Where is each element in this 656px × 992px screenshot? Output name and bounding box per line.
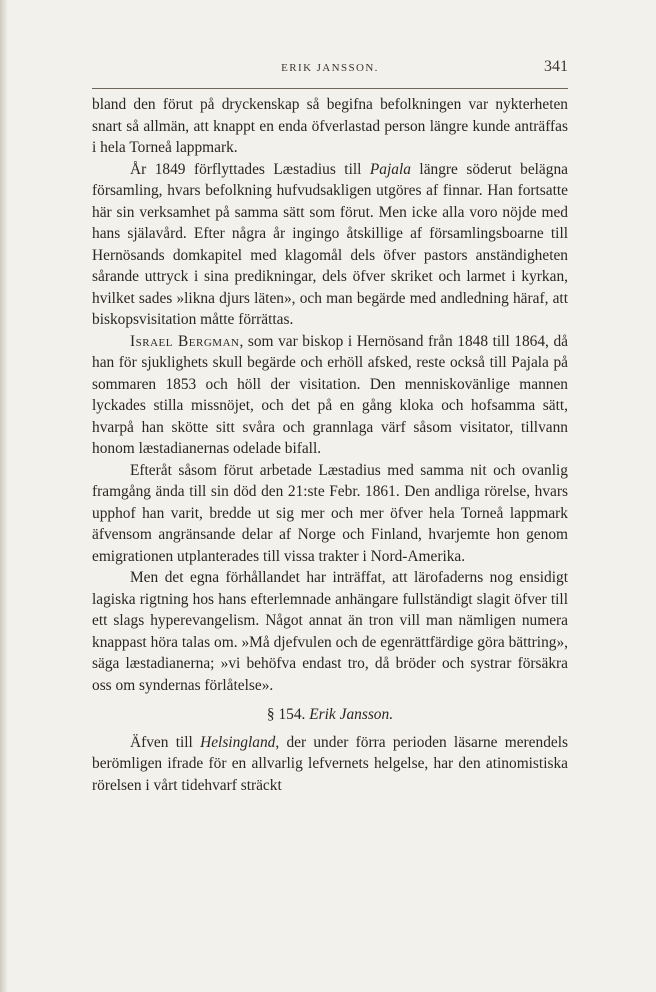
running-head — [92, 58, 568, 80]
paragraph-text-segment: Pajala — [369, 160, 411, 178]
paragraphs-before-section — [92, 94, 568, 696]
paragraph-p4 — [92, 460, 568, 568]
paragraph-text-segment: Israel Bergman — [130, 332, 240, 350]
paragraph-text-segment: , som var biskop i Hernösand från 1848 till 1864, då han för sjuklighets skull begärde och erhöll afsked, reste också till Pajala på sommaren 1853 och höll der visitation. Den menniskovänlige mannen lyckades stilla missnöjet, och det på en gång kloka och hofsamma sätt, hvarpå han skötte sitt svåra och grannlaga värf såsom visitator, tillvann honom læstadianernas odelade bifall. — [92, 332, 568, 457]
section-mark: § 154. — [266, 706, 306, 723]
section-heading — [92, 704, 568, 726]
paragraph-text-segment: Efteråt såsom förut arbetade Læstadius med samma nit och ovanlig framgång ända till sin död den 21:ste Febr. 1861. Den andliga rörelse, hvars upphof han varit, bredde ut sig mer och mer öfver hela Torneå lappmark äfvensom angränsande delar af Norge och Finland, hvarjemte hon genom emigrationen utplanterades till vissa trakter i Nord-Amerika. — [92, 461, 568, 565]
paragraph-text-segment: längre söderut belägna församling, hvars befolkning hufvudsakligen utgöres af finnar. Han fortsatte här sin verksamhet på samma sätt som förut. Men icke alla voro nöjde med hans själavård. Efter några år ingingo åtskillige af församlingsboarne till Hernösands domkapitel med klagomål dels öfver pastors anständigheten sårande uttryck i sina predikningar, dels öfver skriket och larmet i kyrkan, hvilket sades »likna djurs läten», och man begärde med andledning häraf, att biskopsvisitation måtte förrättas. — [92, 160, 568, 328]
paragraph-p6 — [92, 732, 568, 797]
paragraph-text-segment: Äfven till — [130, 733, 201, 751]
page-gutter-shadow — [0, 0, 8, 992]
paragraph-p3 — [92, 331, 568, 460]
paragraph-p2 — [92, 159, 568, 331]
paragraph-text-segment: bland den förut på dryckenskap så begifna befolkningen var nykterheten snart så allmän, att knappt en enda öfverlastad person längre kunde anträffas i hela Torneå lappmark. — [92, 96, 568, 156]
paragraph-text-segment: , der under förra perioden läsarne merendels berömligen ifrade för en allvarlig lefvernets helgelse, har den atinomistiska rörelsen i vårt tidehvarf sträckt — [92, 733, 569, 794]
paragraph-p5 — [92, 567, 568, 696]
section-title: Erik Jansson. — [309, 706, 394, 723]
page-number: 341 — [544, 58, 568, 75]
header-rule — [92, 88, 568, 89]
paragraph-text-segment: År 1849 förflyttades Læstadius till — [130, 160, 370, 178]
body-text — [92, 94, 568, 796]
paragraphs-after-section — [92, 732, 568, 797]
paragraph-p1 — [92, 94, 568, 159]
paragraph-text-segment: Helsingland — [200, 733, 276, 751]
paragraph-text-segment: Men det egna förhållandet har inträffat, att lärofaderns nog ensidigt lagiska rigtning hos hans efterlemnade anhängare fullständigt slagit öfver till ett slags hyperevangelism. Något annat än tron vill man nämligen numera knappast höra talas om. »Må djefvulen och de egenrättfärdige göra bättring», säga læstadianerna; »vi behöfva endast tro, då bröder och systrar försäkra oss om syndernas förlåtelse». — [92, 569, 568, 694]
running-title: ERIK JANSSON. — [281, 62, 379, 74]
